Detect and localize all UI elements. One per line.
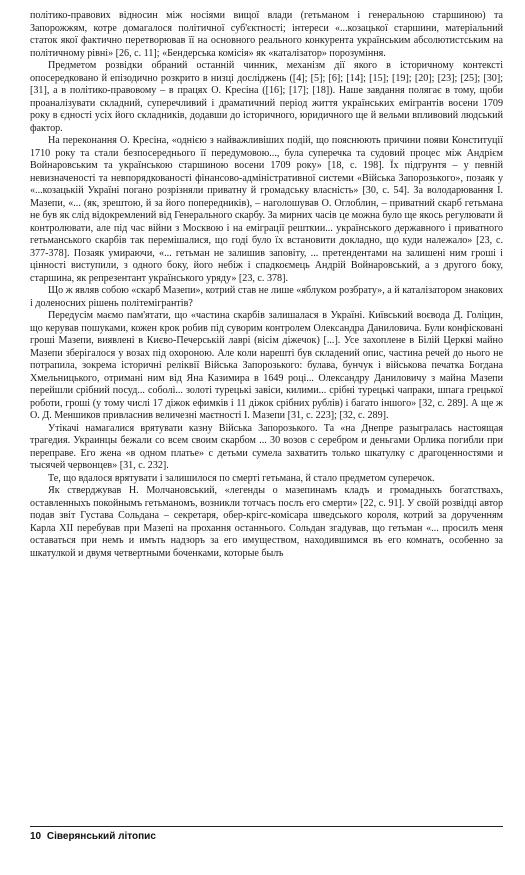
journal-title: Сіверянський літопис <box>46 831 156 842</box>
page-footer <box>30 826 503 842</box>
paragraph-4: Що ж являв собою «скарб Мазепи», котрий став не лише «яблуком розбрату», а й каталізатором знакових і доленосних рішень політемігрантів? <box>30 285 503 309</box>
paragraph-3: На переконання О. Кресіна, «однією з найважливіших подій, що пояснюють причини появи Конституції 1710 року та стали безпосереднього її передумовою..., була суперечка та судовий процес між Андрієм Войнаровським та українською старшиною восени 1709 року» [18, с. 198]. Їх підгрунтя – у певній невизначеності та невпорядкованості фінансово-адміністративної системи «Війська Запорозького», позаяк у «...козацькій Україні погано розрізняли приватну й громадську власність» [30, с. 54]. За володарювання І. Мазепи, «... (як, зрештою, й за його попередників), – наголошував О. Оглоблин, – приватний скарб гетьмана не був як слід відокремлений від Генерального скарбу. За мирних часів це можна було ще якось регулювати й контролювати, але під час війни з Москвою і на еміграції решткии... українського державного і приватного гетьманського скарбів так перемішалися, що годі було їх встановити докладно, що куди належало» [23, с. 377-378]. Позаяк умираючи, «... гетьман не залишив заповіту, ... претендентами на залишені ним гроші і цінності виступили, з одного боку, його небіж і спадкоємець Андрій Войнаровський, а з другого боку, старшина, як репрезентант українського уряду» [23, с. 378]. <box>30 135 503 284</box>
page-number: 10 <box>30 831 42 842</box>
article-body <box>30 10 503 822</box>
paragraph-6: Утікачі намагалися врятувати казну Війська Запорозького. Та «на Днепре разыгралась настоящая трагедия. Украинцы бежали со всем своим скарбом ... 30 возов с серебром и деньгами Орлика погибли при переправе. Его жена «в одном платье» с детьми сумела захватить только шкатулку с драгоценностями и тысячей червонцев» [31, с. 232]. <box>30 422 503 471</box>
paragraph-2: Предметом розвідки обраний останній чинник, механізм дії якого в історичному контексті опосередковано й епізодично розкрито в низці досліджень ([4]; [5]; [6]; [14]; [15]; [19]; [20]; [23]; [25]; [30]; [31], а в політико-правовому – в працях О. Кресіна ([16]; [17]; [18]). Наше завдання полягає в тому, щоби проаналізувати складний, суперечливий і драматичний період життя українських емігрантів восени 1709 року в єдності усіх його складників, додавши до історичного, юридичного ще й вельми впливовий людський фактор. <box>30 60 503 134</box>
paragraph-7: Те, що вдалося врятувати і залишилося по смерті гетьмана, й стало предметом суперечок. <box>48 472 435 484</box>
paragraph-1: політико-правових відносин між носіями вищої влади (гетьманом і генеральною старшиною) та Запорожжям, котре домагалося політичної суб'єктності; інтереси «...козацької старшини, матеріальний статок якої фактично перетворював її на основного реального конкурента українським абсолютистським на політичному рівні» [26, с. 11]; «Бендерська комісія» як «каталізатор» порозуміння. <box>30 10 503 59</box>
paragraph-8: Як стверджував Н. Молчановський, «легенды о мазепинамъ кладъ и громадныхъ богатствахъ, оставленныхъ покойнымъ гетьманомъ, возникли тотчасъ послъ его смерти» [22, с. 91]. У своїй розвідці автор подав звіт Густава Сольдана – секретаря, обер-крігс-комісара шведського короля, котрий за дорученням Карла XII перебував при Мазепі на прохання останнього. Сольдан згадував, що гетьман «... просилъ меня оставаться при немъ и имъть надзоръ за его имуществом, находившимся въ его комнатъ, особенно за шкатулкой и двумя четвертными боченками, которые былъ <box>30 485 503 559</box>
paragraph-5: Передусім маємо пам'ятати, що «частина скарбів залишалася в Україні. Київський воєвода Д. Голіцин, що керував пошуками, кожен крок робив під суворим контролем Олександра Даниловича. Були конфіскованi гроші Мазепи, виявлені в Києво-Печерській лаврі (вісім діжечок) [...]. Усе захоплене в Білій Церкві майно Мазепи зберігалося у возах під охороною. Але коли нарешті був складений опис, частина речей до нього не потрапила, зокрема історичні реліквії Війська Запорозького: булава, бунчук і військова печатка Богдана Хмельницького, отримані ним від Яна Казимира в 1649 році... Олександру Даниловичу з майна Мазепи перейшли срібний посуд... соболі... золоті турецькі завіси, килими... срібні турецькі чапраки, шпага грецької роботи, гроші (у тому числі 17 діжок ефимків і 11 діжок срібних рублів) і багато іншого» [32, с. 289]. А ще ж О. Д. Меншиков привласнив величезні маєтності І. Мазепи [31, с. 223]; [32, с. 289]. <box>30 310 503 421</box>
